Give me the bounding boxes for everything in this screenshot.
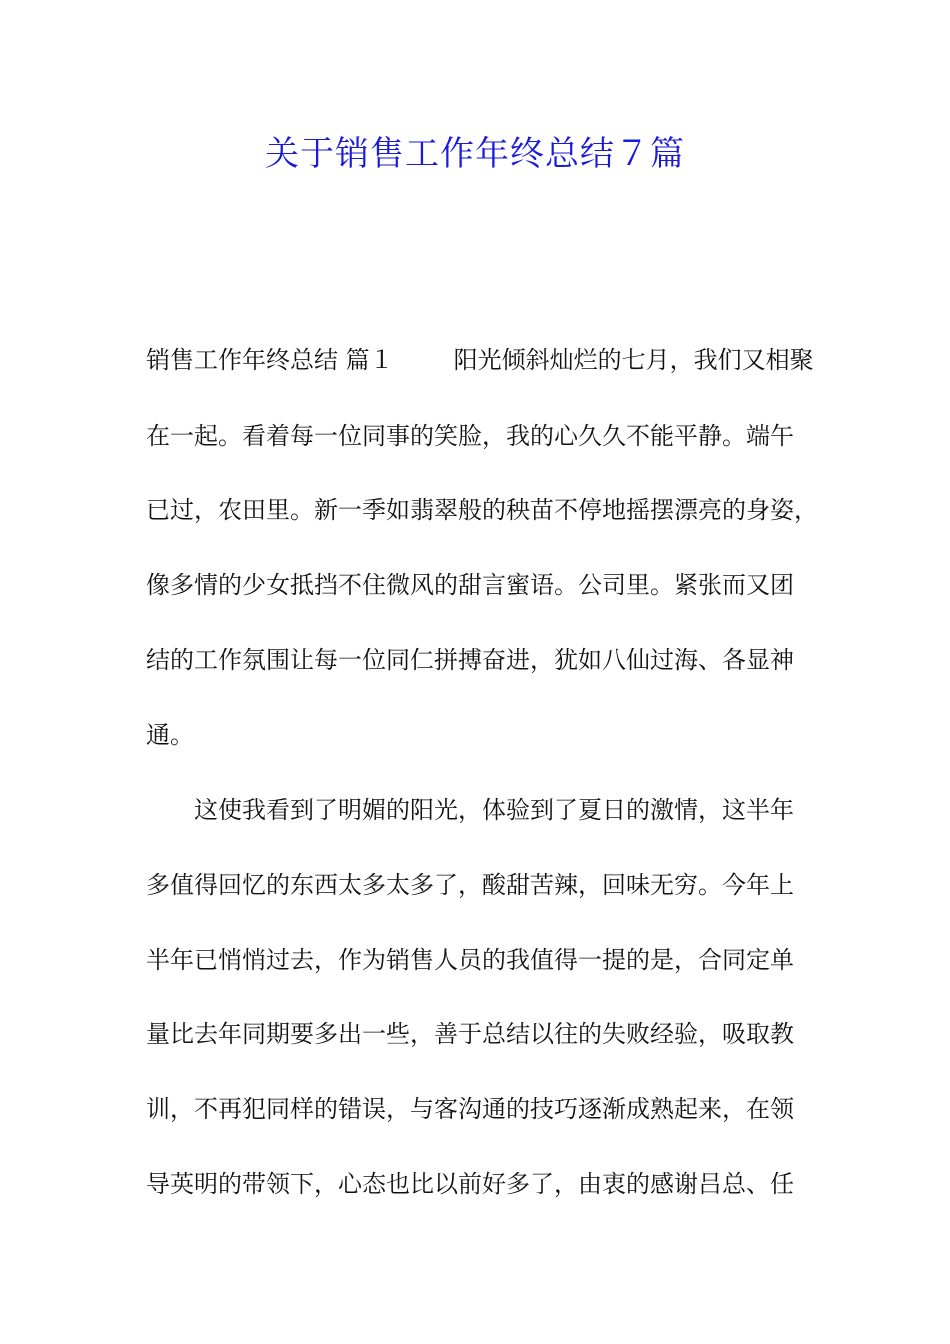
paragraph-line-10: 量比去年同期要多出一些，善于总结以往的失败经验，吸取教 bbox=[146, 1020, 794, 1048]
paragraph-line-3: 已过，农田里。新一季如翡翠般的秧苗不停地摇摆漂亮的身姿， bbox=[146, 496, 818, 524]
section-heading: 销售工作年终总结 篇１ bbox=[146, 346, 394, 374]
paragraph-line-2: 在一起。看着每一位同事的笑脸，我的心久久不能平静。端午 bbox=[146, 422, 794, 450]
paragraph-line-6: 通。 bbox=[146, 721, 194, 749]
paragraph-line-5: 结的工作氛围让每一位同仁拼搏奋进，犹如八仙过海、各显神 bbox=[146, 646, 794, 674]
paragraph-line-9: 半年已悄悄过去，作为销售人员的我值得一提的是，合同定单 bbox=[146, 946, 794, 974]
paragraph-line-8: 多值得回忆的东西太多太多了，酸甜苦辣，回味无穷。今年上 bbox=[146, 871, 794, 899]
paragraph-line-11: 训，不再犯同样的错误，与客沟通的技巧逐渐成熟起来，在领 bbox=[146, 1095, 794, 1123]
paragraph-line-7: 这使我看到了明媚的阳光，体验到了夏日的激情，这半年 bbox=[194, 796, 794, 824]
paragraph-line-12: 导英明的带领下，心态也比以前好多了，由衷的感谢吕总、任 bbox=[146, 1170, 794, 1198]
document-title: 关于销售工作年终总结７篇 bbox=[265, 134, 685, 174]
paragraph-line-1 bbox=[146, 340, 814, 380]
paragraph-line-1-text: 阳光倾斜灿烂的七月，我们又相聚 bbox=[453, 346, 814, 374]
paragraph-line-4: 像多情的少女抵挡不住微风的甜言蜜语。公司里。紧张而又团 bbox=[146, 571, 794, 599]
